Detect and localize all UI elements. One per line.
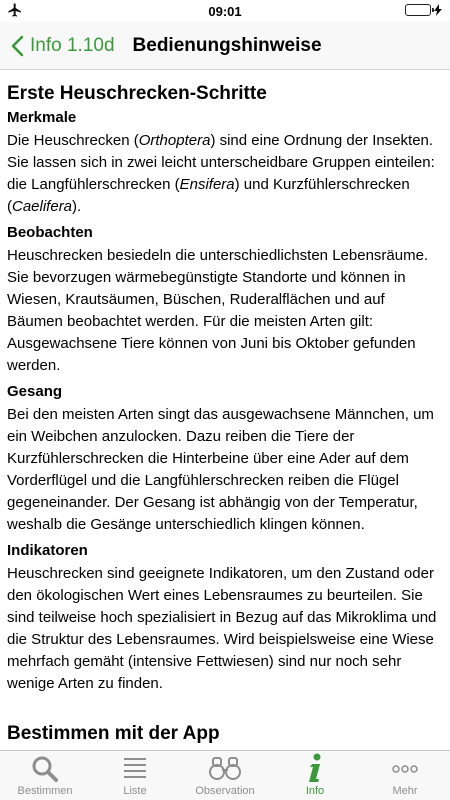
back-label: Info 1.10d [30, 34, 115, 56]
tab-label: Observation [195, 785, 255, 797]
tab-mehr[interactable] [360, 751, 450, 800]
more-icon [390, 755, 420, 783]
paragraph-merkmale: Die Heuschrecken (Orthoptera) sind eine Ordnung der Insekten. Sie lassen sich in zwei leicht unterscheidbare Gruppen einteilen: die Langfühlerschrecken (Ensifera) und Kurzfühlerschrecken (Caelifera). [7, 132, 435, 215]
back-button[interactable] [0, 35, 115, 57]
info-icon [301, 753, 329, 783]
paragraph-indikatoren: Heuschrecken sind geeignete Indikatoren, um den Zustand oder den ökologischen Wert eines Lebensraumes zu beurteilen. Sie sind teilweise hoch spezialisiert in Bezug auf das Mikroklima und die Struktur des Lebensraumes. Wird beispielsweise eine Wiese mehrfach gemäht (intensive Fettwiesen) sind nur noch sehr wenige Arten zu finden. [7, 565, 437, 692]
tab-bestimmen[interactable] [0, 751, 90, 800]
content-scroll-area[interactable] [0, 71, 450, 750]
heading-merkmale: Merkmale [7, 109, 77, 126]
tab-label: Info [305, 785, 325, 797]
heading-bestimmen: Bestimmen mit der App [7, 723, 220, 744]
navigation-bar [0, 22, 450, 70]
tab-bar [0, 750, 450, 800]
binoculars-icon [208, 755, 242, 783]
charging-icon [434, 4, 442, 16]
heading-indikatoren: Indikatoren [7, 542, 88, 559]
magnifier-icon [31, 755, 59, 783]
heading-gesang: Gesang [7, 383, 63, 400]
tab-liste[interactable] [90, 751, 180, 800]
heading-erste-schritte: Erste Heuschrecken-Schritte [7, 83, 267, 104]
paragraph-gesang: Bei den meisten Arten singt das ausgewachsene Männchen, um ein Weibchen anzulocken. Dazu reiben die Tiere der Kurzfühlerschrecken die Hinterbeine über eine Ader auf dem Vorderflügel und die Langfühlerschrecken reiben die Flügel gegeneinander. Der Gesang ist abhängig von der Temperatur, weshalb die Gesänge unterschiedlich klingen können. [7, 406, 434, 533]
tab-label: Mehr [392, 785, 418, 797]
tab-label: Bestimmen [17, 785, 73, 797]
tab-info[interactable] [270, 751, 360, 800]
tab-label: Liste [123, 785, 147, 797]
battery-indicator [405, 4, 442, 16]
heading-beobachten: Beobachten [7, 224, 93, 241]
airplane-icon [6, 2, 24, 21]
chevron-left-icon [10, 35, 24, 57]
list-icon [121, 755, 149, 783]
status-bar [0, 0, 450, 22]
page-title: Bedienungshinweise [132, 34, 322, 56]
status-time: 09:01 [208, 3, 242, 19]
tab-observation[interactable] [180, 751, 270, 800]
battery-icon [405, 4, 431, 16]
paragraph-beobachten: Heuschrecken besiedeln die unterschiedlichsten Lebensräume. Sie bevorzugen wärmebegünstigte Standorte und können in Wiesen, Krautsäumen, Büschen, Ruderalflächen und auf Bäumen beobachtet werden. Für die meisten Arten gilt: Ausgewachsene Tiere können von Juni bis Oktober gefunden werden. [7, 247, 429, 374]
